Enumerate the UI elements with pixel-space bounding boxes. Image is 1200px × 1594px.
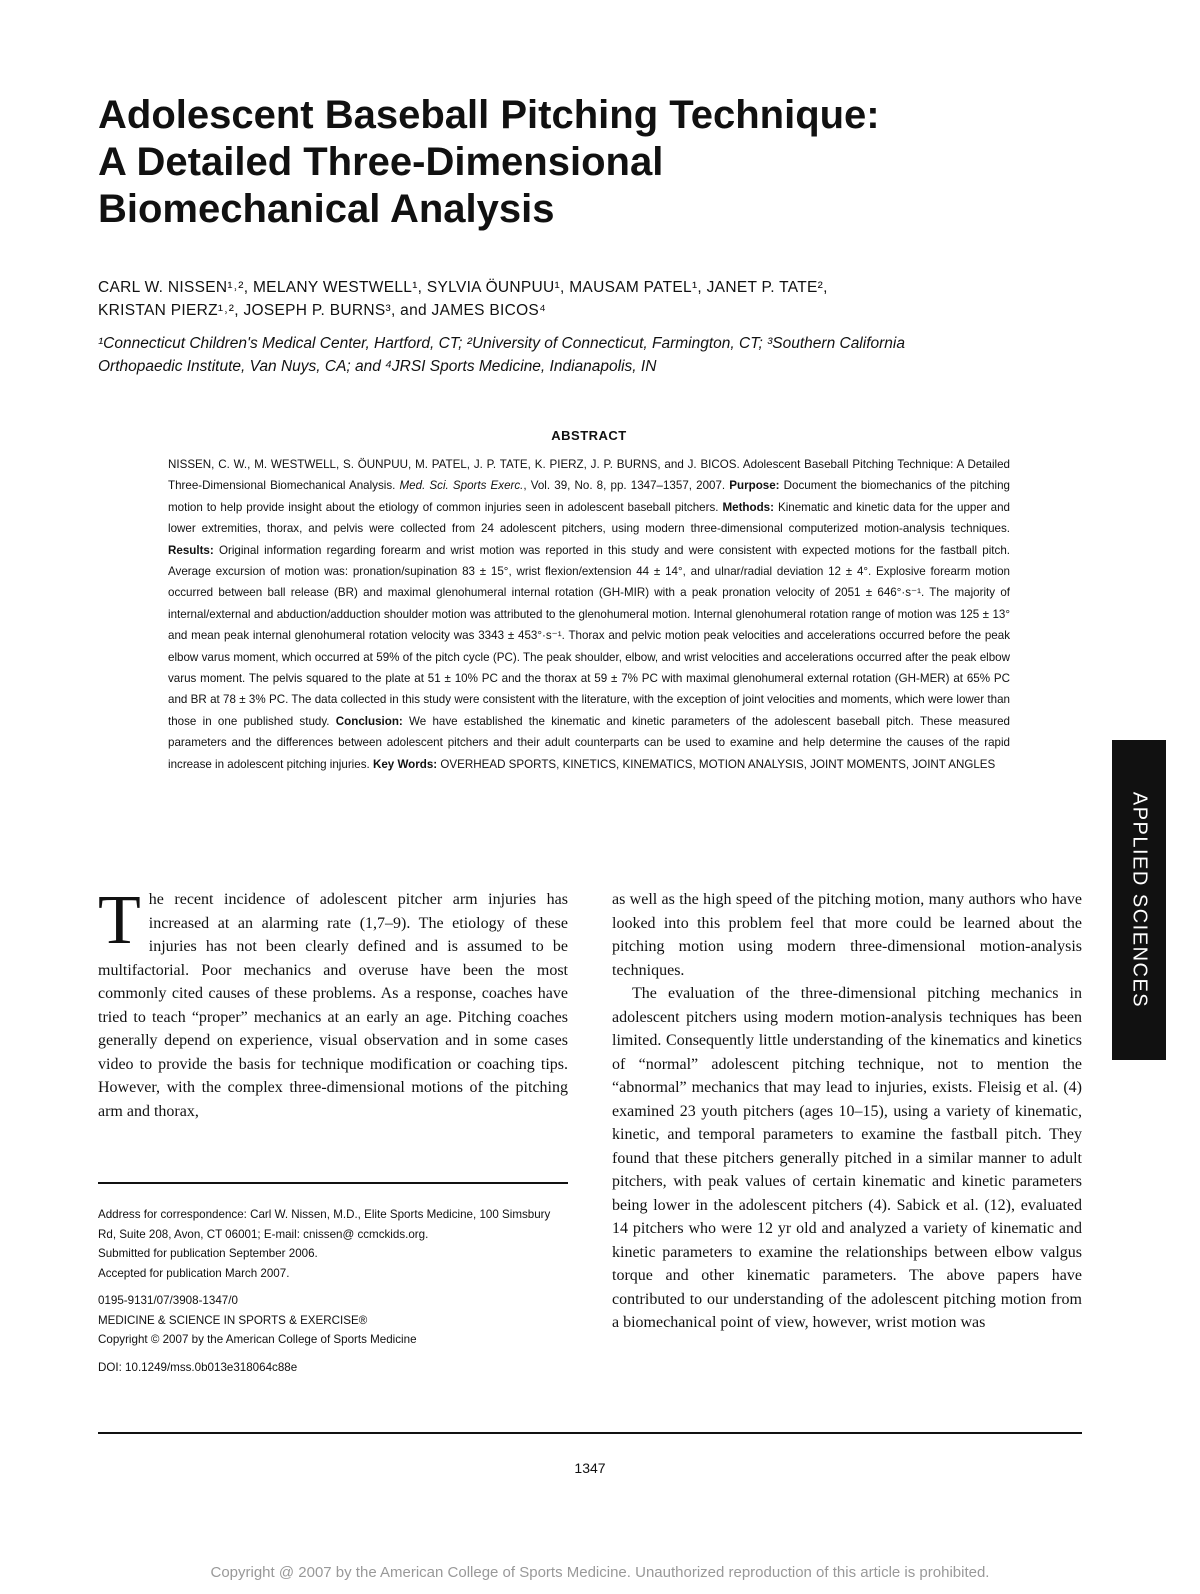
abstract-citation: NISSEN, C. W., M. WESTWELL, S. ÖUNPUU, M. PATEL, J. P. TATE, K. PIERZ, J. P. BURNS, and J. BICOS. Adolescent Baseball Pitching Technique: A Detailed Three-Dimensional Biomechanical Analysis. bbox=[168, 458, 1010, 493]
abstract-journal: Med. Sci. Sports Exerc. bbox=[399, 479, 524, 493]
issn-code: 0195-9131/07/3908-1347/0 bbox=[98, 1294, 238, 1307]
affiliation-line: Orthopaedic Institute, Van Nuys, CA; and ⁴JRSI Sports Medicine, Indianapolis, IN bbox=[98, 358, 657, 375]
methods-label: Methods: bbox=[722, 500, 774, 514]
title-line: Adolescent Baseball Pitching Technique: bbox=[98, 93, 880, 137]
bottom-divider bbox=[98, 1432, 1082, 1434]
title-line: Biomechanical Analysis bbox=[98, 187, 555, 231]
body-paragraph: as well as the high speed of the pitching motion, many authors who have looked into this problem feel that more could be learned about the pitching motion using modern three-dimensional motion-analysis techniques. bbox=[612, 891, 1082, 979]
journal-name: MEDICINE & SCIENCE IN SPORTS & EXERCISE® bbox=[98, 1313, 368, 1327]
intro-paragraph bbox=[98, 882, 568, 1123]
abstract-citation-tail: , Vol. 39, No. 8, pp. 1347–1357, 2007. bbox=[523, 479, 730, 493]
results-text: Original information regarding forearm and wrist motion was reported in this study and were consistent with expected motions for the fastball pitch. Average excursion of motion was: pronation/supination 83 ± 15°, wrist flexion/extension 44 ± 14°, and ulnar/radial deviation 12 ± 4°. Explosive forearm motion occurred between ball release (BR) and maximal glenohumeral internal rotation (GH-MIR) with a peak pronation velocity of 2051 ± 646°·s⁻¹. The majority of internal/external and abduction/adduction shoulder motion was attributed to the glenohumeral motion. Internal glenohumeral rotation range of motion was 125 ± 13° and mean peak internal glenohumeral rotation velocity was 3343 ± 453°·s⁻¹. Thorax and pelvic motion peak velocities and accelerations occurred before the peak elbow varus moment, which occurred at 59% of the pitch cycle (PC). The peak shoulder, elbow, and wrist velocities and accelerations occurred after the peak elbow varus moment. The pelvis squared to the plate at 51 ± 10% PC and the thorax at 59 ± 7% PC with maximal glenohumeral external rotation (GH-MER) at 65% PC and BR at 78 ± 3% PC. The data collected in this study were consistent with the literature, with the exception of joint velocities and moments, which were lower than those in one published study. bbox=[168, 543, 1010, 728]
copyright-notice: Copyright @ 2007 by the American College of Sports Medicine. Unauthorized reproduction of this article is prohibited. bbox=[210, 1564, 990, 1581]
conclusion-label: Conclusion: bbox=[335, 714, 403, 728]
page-number: 1347 bbox=[574, 1460, 606, 1476]
article-title bbox=[98, 92, 1098, 233]
body-paragraph: The evaluation of the three-dimensional pitching mechanics in adolescent pitchers using modern motion-analysis techniques has been limited. Consequently little understanding of the kinematics and kinetics of “normal” adolescent pitching technique, not to mention the “abnormal” mechanics that may lead to injuries, exists. Fleisig et al. (4) examined 23 youth pitchers (ages 10–15), using a variety of kinematic, kinetic, and temporal parameters to examine the fastball pitch. They found that these pitchers generally pitched in a similar manner to adult pitchers, with peak values of certain kinematic and kinetic parameters being lower in the adolescent pitchers (4). Sabick et al. (12), evaluated 14 pitchers who were 12 yr old and analyzed a variety of kinematic and kinetic parameters to examine the relationships between elbow valgus torque and other kinematic parameters. The above papers have contributed to our understanding of the adolescent pitching motion from a biomechanical point of view, however, wrist motion was bbox=[612, 985, 1082, 1331]
correspondence-address: Address for correspondence: Carl W. Nissen, M.D., Elite Sports Medicine, 100 Simsbury Rd, Suite 208, Avon, CT 06001; E-mail: cnissen@ ccmckids.org. bbox=[98, 1208, 551, 1241]
drop-cap: T bbox=[98, 882, 141, 959]
abstract-heading: ABSTRACT bbox=[551, 428, 627, 443]
section-tab-label: APPLIED SCIENCES bbox=[1128, 791, 1151, 1009]
accepted-date: Accepted for publication March 2007. bbox=[98, 1266, 290, 1280]
doi: DOI: 10.1249/mss.0b013e318064c88e bbox=[98, 1360, 298, 1374]
footnote-divider bbox=[98, 1182, 568, 1184]
purpose-text: Document the biomechanics of the pitching motion to help provide insight about the etiology of common injuries seen in adolescent baseball pitchers. bbox=[168, 479, 1010, 514]
methods-text: Kinematic and kinetic data for the upper and lower extremities, thorax, and pelvis were collected from 24 adolescent pitchers, using modern three-dimensional computerized motion-analysis techniques. bbox=[168, 500, 1010, 536]
keywords-text: OVERHEAD SPORTS, KINETICS, KINEMATICS, MOTION ANALYSIS, JOINT MOMENTS, JOINT ANGLES bbox=[437, 757, 996, 771]
intro-text: he recent incidence of adolescent pitcher arm injuries has increased at an alarming rate (1,7–9). The etiology of these injuries has not been clearly defined and is assumed to be multifactorial. Poor mechanics and overuse have been the most commonly cited causes of these problems. As a response, coaches have tried to teach “proper” mechanics at an early an age. Pitching coaches generally depend on experience, visual observation and in some cases video to provide the basis for technique modification or coaching tips. However, with the complex three-dimensional motions of the pitching arm and thorax, bbox=[98, 891, 568, 1120]
submitted-date: Submitted for publication September 2006. bbox=[98, 1247, 318, 1260]
results-label: Results: bbox=[168, 543, 214, 557]
body-column-right bbox=[612, 888, 1082, 1335]
footnote-block bbox=[98, 1205, 568, 1377]
keywords-label: Key Words: bbox=[372, 757, 438, 771]
author-line: CARL W. NISSEN¹˒², MELANY WESTWELL¹, SYLVIA ÖUNPUU¹, MAUSAM PATEL¹, JANET P. TATE², bbox=[98, 279, 828, 296]
affiliation-line: ¹Connecticut Children's Medical Center, Hartford, CT; ²University of Connecticut, Farmington, CT; ³Southern California bbox=[98, 335, 905, 352]
abstract-body bbox=[168, 454, 1010, 775]
conclusion-text: We have established the kinematic and kinetic parameters of the adolescent baseball pitch. These measured parameters and the differences between adolescent pitchers and their adult counterparts can be used to examine and help determine the causes of the rapid increase in adolescent pitching injuries. bbox=[168, 714, 1010, 771]
title-line: A Detailed Three-Dimensional bbox=[98, 140, 664, 184]
author-list bbox=[98, 276, 1088, 322]
purpose-label: Purpose: bbox=[729, 479, 780, 493]
section-side-tab bbox=[1112, 740, 1166, 1060]
copyright-line: Copyright © 2007 by the American College of Sports Medicine bbox=[98, 1333, 417, 1346]
author-line: KRISTAN PIERZ¹˒², JOSEPH P. BURNS³, and JAMES BICOS⁴ bbox=[98, 302, 547, 319]
affiliations bbox=[98, 332, 1088, 378]
body-column-left bbox=[98, 882, 568, 1123]
